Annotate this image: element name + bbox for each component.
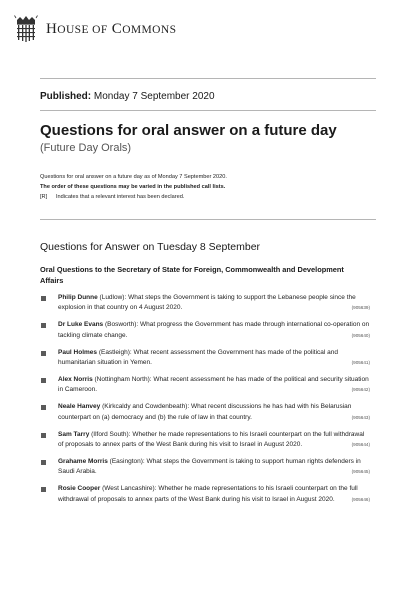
portcullis-icon [14,14,38,44]
question-text: What steps the Government is taking to support the Lebanese people since the explosion in that country on 4 August 2020. [58,294,356,312]
member-name: Rosie Cooper [58,485,101,493]
interest-note: [R] Indicates that a relevant interest has been declared. [40,194,185,200]
question-item [40,402,370,423]
question-reference: (905646) [351,496,370,502]
member-constituency: (Easington): [107,457,147,465]
question-item [40,375,370,396]
member-constituency: (Kirkcaldy and Cowdenbeath): [100,403,191,411]
bullet-icon [41,323,46,328]
question-reference: (905640) [351,332,370,338]
member-name: Dr Luke Evans [58,321,104,329]
question-text: What progress the Government has made through international co-operation on tackling climate change. [58,321,370,339]
member-constituency: (Eastleigh): [97,348,134,356]
divider [40,110,376,111]
bullet-icon [41,405,46,410]
divider [40,78,376,79]
member-name: Paul Holmes [58,348,98,356]
member-name: Sam Tarry [58,430,90,438]
question-text: What steps the Government is taking to support human rights defenders in Saudi Arabia. [58,457,361,476]
question-text: What recent assessment the Government has made of the political and humanitarian situation in Yemen. [58,348,339,367]
question-text: What recent discussions he has had with his Belarusian counterpart on (a) democracy and (b) the rule of law in that country. [58,403,352,421]
member-name: Grahame Morris [58,457,108,465]
question-item [40,457,370,478]
divider [40,219,376,220]
question-text: Whether he made representations to his Israeli counterpart on the full withdrawal of proposals to annex parts of the West Bank during his visit to Israel in August 2020. [58,430,365,448]
member-constituency: (Bosworth): [103,321,141,329]
bullet-icon [41,351,46,356]
member-name: Alex Norris [58,375,93,383]
question-text: What recent assessment he has made of the political and security situation in Cameroon. [58,375,369,394]
member-name: Neale Hanvey [58,403,101,411]
question-text: Whether he made representations to his Israeli counterpart on the full withdrawal of proposals to annex parts of the West Bank during his visit to Israel in August 2020. [58,485,358,503]
question-item [40,320,370,341]
member-constituency: (West Lancashire): [100,485,159,493]
questions-list [40,293,370,512]
intro-notes [40,172,370,202]
question-reference: (905641) [351,360,370,366]
question-reference: (905643) [351,414,370,420]
published-line: Published: Monday 7 September 2020 [40,91,215,102]
bullet-icon [41,296,46,301]
bullet-icon [41,433,46,438]
question-item [40,430,370,451]
question-item [40,484,370,505]
question-reference: (905639) [351,305,370,311]
question-reference: (905644) [351,441,370,447]
member-constituency: (Nottingham North): [92,375,154,383]
question-reference: (905642) [351,387,370,393]
house-of-commons-wordmark: HOUSE OF COMMONS [46,20,177,37]
department-heading: Oral Questions to the Secretary of State for Foreign, Commonwealth and Development Affairs [40,265,344,285]
house-of-commons-header [14,14,176,44]
member-constituency: (Ilford South): [89,430,133,438]
document-subtitle: (Future Day Orals) [40,142,132,154]
question-reference: (905645) [351,469,370,475]
intro-line: Questions for oral answer on a future day as of Monday 7 September 2020. [40,174,227,180]
question-item [40,293,370,314]
bullet-icon [41,487,46,492]
member-constituency: (Ludlow): [97,294,129,301]
section-heading: Questions for Answer on Tuesday 8 September [40,241,261,253]
question-item [40,348,370,369]
bullet-icon [41,378,46,383]
document-title: Questions for oral answer on a future day [40,122,337,139]
bullet-icon [41,460,46,465]
member-name: Philip Dunne [58,294,98,301]
intro-line: The order of these questions may be varied in the published call lists. [40,184,226,190]
